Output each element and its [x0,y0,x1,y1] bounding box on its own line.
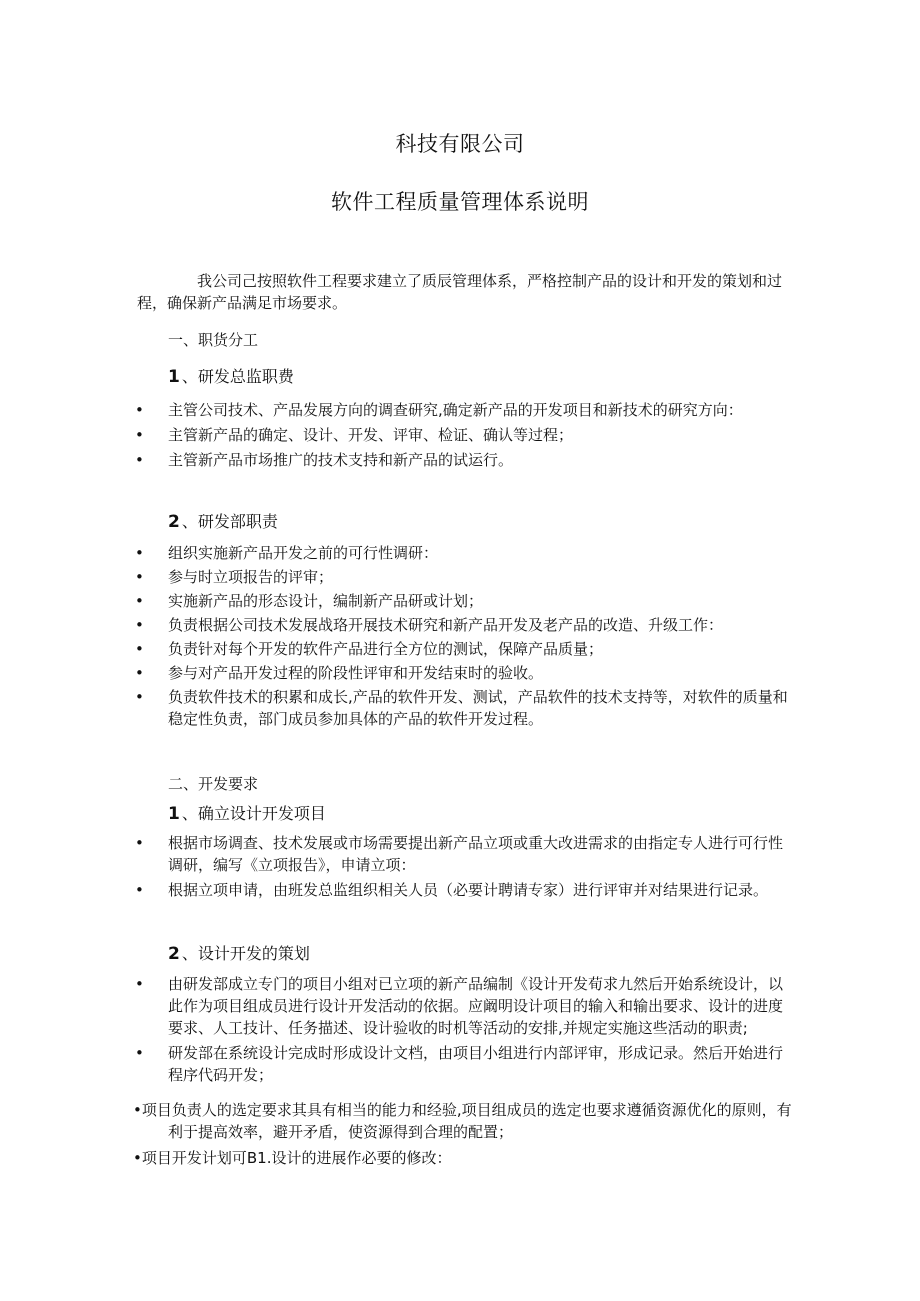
list-item: •项目负责人的选定要求其具有相当的能力和经验,项目组成员的选定也要求遵循资源优化的原则，有利于提高效率，避开矛盾，使资源得到合理的配置； [133,1101,792,1141]
subsection-number: 2 [168,944,180,964]
bullet-icon: • [135,1044,144,1062]
bullet-icon: • [133,1149,142,1167]
list-item: •项目开发计划可B1.设计的进展作必要的修改： [133,1149,452,1167]
bullet-icon: • [135,664,144,682]
subsection-title: 、确立设计开发项目 [181,804,326,823]
bullet-icon: • [135,834,144,852]
subsection-title: 、研发总监职费 [181,367,294,386]
bullet-icon: • [135,616,144,634]
bullet-icon: • [135,568,144,586]
list-item: • 负责软件技术的积累和成长,产品的软件开发、测试，产品软件的技术支持等，对软件的质量和稳定性负责，部门成员参加具体的产品的软件开发过程。 [135,688,788,728]
list-item: • 根据立项申请，由班发总监组织相关人员（必要计聘请专家）进行评审并对结果进行记录。 [135,881,769,899]
list-item: • 参与对产品开发过程的阶段性评审和开发结束时的验收。 [135,664,544,682]
bullet-icon: • [135,881,144,899]
bullet-icon: • [135,426,144,444]
bullet-icon: • [135,640,144,658]
list-item: • 参与时立项报告的评审； [135,568,334,586]
intro-text: 我公司己按照软件工程要求建立了质辰管理体系，严格控制产品的设计和开发的策划和过程，确保新产品满足市场要求。 [137,272,783,312]
subsection-2-2-heading [168,941,310,964]
bullet-icon: • [135,451,144,469]
bullet-icon: • [135,401,144,419]
subsection-number: 2 [168,512,180,532]
list-item: • 主管公司技术、产品发展方向的调查研究,确定新产品的开发项目和新技术的研究方向： [135,401,743,419]
subsection-1-2-heading [168,509,278,532]
subsection-2-1-heading [168,801,326,824]
list-item: • 负责针对每个开发的软件产品进行全方位的测试，保障产品质量； [135,640,604,658]
bullet-icon: • [135,592,144,610]
list-item: • 根据市场调查、技术发展或市场需要提出新产品立项或重大改进需求的由指定专人进行可行性调研，编写《立项报告》，申请立项： [135,834,784,874]
bullet-icon: • [133,1101,142,1119]
list-item: • 组织实施新产品开发之前的可行性调研： [135,544,439,562]
document-title: 软件工程质量管理体系说明 [331,190,589,214]
list-item: • 负责根据公司技术发展战珞开展技术研究和新产品开发及老产品的改造、升级工作： [135,616,724,634]
subsection-title: 、设计开发的策划 [181,944,310,963]
list-2-2-flush [133,1099,797,1169]
subsection-number: 1 [168,804,180,824]
list-1-2 [135,542,795,730]
list-item: • 主管新产品市场推广的技术支持和新产品的试运行。 [135,451,514,469]
bullet-icon: • [135,975,144,993]
bullet-icon: • [135,544,144,562]
list-item: • 研发部在系统设计完成时形成设计文档，由项目小组进行内部评审，形成记录。然后开始进行程序代码开发； [135,1044,784,1084]
subsection-number: 1 [168,367,180,387]
bullet-icon: • [135,688,144,706]
company-name: 科技有限公司 [395,132,525,156]
list-item: • 由研发部成立专门的项目小组对已立项的新产品编制《设计开发荀求九然后开始系统设计，以此作为项目组成员进行设计开发活动的依据。应阚明设计项目的输入和输出要求、设计的进度要求、人工技计、任务描述、设计验收的时机等活动的安排,并规定实施这些活动的职责; [135,975,784,1037]
list-item: • 主管新产品的确定、设计、开发、评审、检证、确认等过程； [135,426,574,444]
list-item: • 实施新产品的形态设计，编制新产品研或计划； [135,592,484,610]
section-1-heading: 一、职货分工 [168,331,259,349]
list-1-1 [135,399,795,471]
list-2-1 [135,832,795,901]
subsection-title: 、研发部职责 [181,512,278,531]
list-2-2 [135,973,795,1086]
intro-paragraph [137,270,792,314]
section-2-heading: 二、开发要求 [168,775,259,793]
subsection-1-1-heading [168,364,294,387]
